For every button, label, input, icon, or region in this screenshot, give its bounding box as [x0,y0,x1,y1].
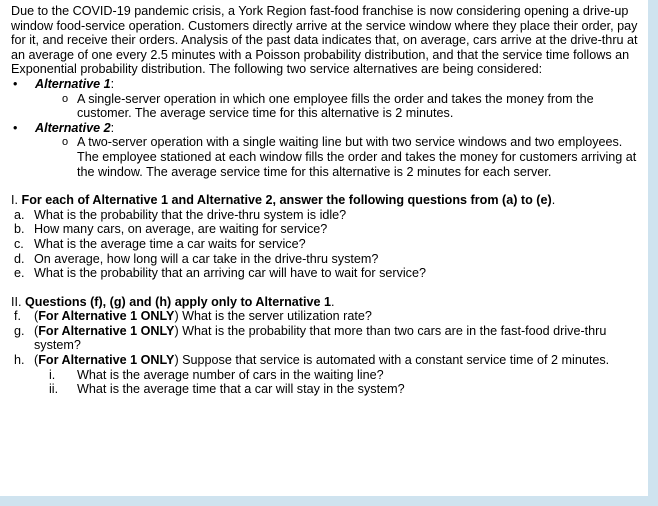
alternative-1-description-item [11,92,638,121]
question-g [11,324,638,353]
section-1-heading-text: For each of Alternative 1 and Alternative 2, answer the following questions from (a) to (e) [21,193,552,208]
subquestion-marker: i. [49,367,56,382]
alternative-1-item [11,77,638,92]
section-2-heading-text: Questions (f), (g) and (h) apply only to Alternative 1 [25,294,331,309]
section-2-heading [11,295,638,310]
question-open-paren: ( [34,323,39,338]
subquestion-marker: ii. [49,382,59,397]
question-c [11,237,638,252]
bullet-icon: • [13,76,18,91]
section-2-prefix: II. [11,294,25,309]
section-2-heading-end: . [331,294,335,309]
question-marker: d. [14,251,25,266]
alternative-2-description-item [11,135,638,179]
question-emphasis: For Alternative 1 ONLY [38,323,175,338]
question-text: On average, how long will a car take in the drive-thru system? [34,251,379,266]
question-e [11,266,638,281]
intro-paragraph: Due to the COVID-19 pandemic crisis, a York Region fast-food franchise is now considering opening a drive-up window food-service operation. Customers directly arrive at the service window where they place their order, pay for it, and receive their orders. Analysis of the past data indicates that, on average, cars arrive at the drive-thru at an average of one every 2.5 minutes with a Poisson probability distribution, and that the service time follows an Exponential probability distribution. The following two service alternatives are being considered: [11,4,638,77]
question-text: What is the probability that the drive-thru system is idle? [34,207,347,222]
circle-bullet-icon: o [62,136,69,149]
subquestion-text: What is the average time that a car will stay in the system? [77,382,405,397]
question-text: How many cars, on average, are waiting for service? [34,222,328,237]
question-a [11,208,638,223]
question-emphasis: For Alternative 1 ONLY [38,309,175,324]
spacer [11,179,638,193]
subquestion-text: What is the average number of cars in the waiting line? [77,367,384,382]
question-open-paren: ( [34,309,39,324]
question-text: ) Suppose that service is automated with a constant service time of 2 minutes. [174,353,610,368]
question-b [11,222,638,237]
alternative-2-description: A two-server operation with a single waiting line but with two service windows and two employees. The employee stationed at each window fills the order and takes the money for customers arriving at the window. The average service time for this alternative is 2 minutes for each server. [77,135,637,179]
section-1-prefix: I. [11,193,22,208]
question-emphasis: For Alternative 1 ONLY [38,353,175,368]
section-1-heading-end: . [551,193,556,208]
question-marker: e. [14,266,25,281]
question-text: ) What is the probability that more than two cars are in the fast-food drive-thru system? [34,323,607,353]
alternative-1-label: Alternative 1 [35,76,111,91]
question-marker: b. [14,222,25,237]
question-open-paren: ( [34,353,39,368]
subquestion-i [11,368,638,383]
spacer [11,281,638,295]
question-f [11,309,638,324]
question-text: ) What is the server utilization rate? [174,309,372,324]
question-marker: f. [14,309,21,324]
alternative-1-description: A single-server operation in which one employee fills the order and takes the money from the customer. The average service time for this alternative is 2 minutes. [77,91,594,121]
alternative-1-colon: : [110,76,115,91]
alternative-2-label: Alternative 2 [35,120,111,135]
bullet-icon: • [13,120,18,135]
question-h [11,353,638,368]
question-text: What is the probability that an arriving car will have to wait for service? [34,266,426,281]
section-1-heading [11,193,638,208]
alternative-2-item [11,121,638,136]
question-marker: g. [14,323,25,338]
subquestion-ii [11,382,638,397]
alternative-2-colon: : [110,120,115,135]
question-marker: a. [14,207,25,222]
question-d [11,252,638,267]
question-marker: c. [14,236,24,251]
circle-bullet-icon: o [62,92,69,105]
question-text: What is the average time a car waits for service? [34,236,306,251]
question-marker: h. [14,353,25,368]
